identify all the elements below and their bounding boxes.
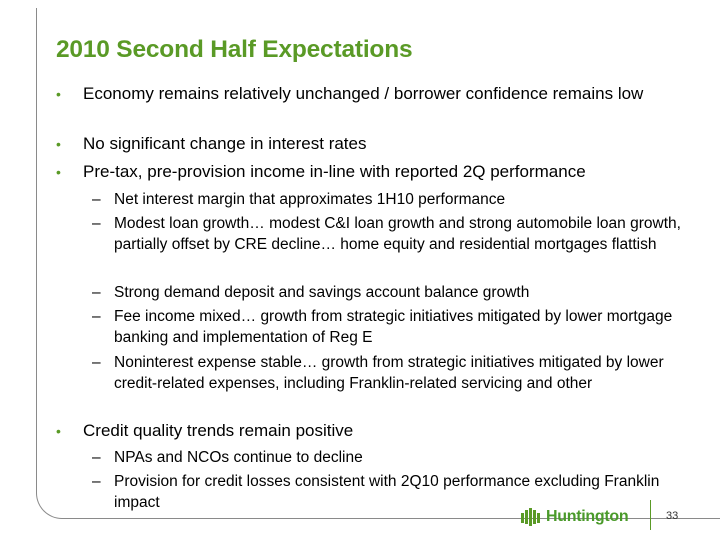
sub-bullet-text: NPAs and NCOs continue to decline [114, 449, 363, 466]
sub-bullet-text: Strong demand deposit and savings account balance growth [114, 284, 530, 301]
page-number: 33 [666, 510, 679, 522]
bullet-marker: • [56, 164, 61, 180]
sub-bullet-text: Noninterest expense stable… growth from strategic initiatives mitigated by lower credit-related expenses, including Franklin-related servicing and other [114, 354, 664, 392]
sub-bullet-item [92, 282, 696, 303]
bullet-item [56, 161, 696, 183]
bullet-marker: • [56, 86, 61, 102]
sub-bullet-item [92, 447, 696, 468]
brand-name: Huntington [546, 508, 629, 525]
sub-bullet-item [92, 352, 696, 394]
dash-marker: – [92, 215, 101, 232]
bullet-text: No significant change in interest rates [83, 134, 367, 153]
bullet-text: Credit quality trends remain positive [83, 421, 354, 440]
bullet-item [56, 420, 696, 442]
sub-bullet-item [92, 189, 696, 210]
dash-marker: – [92, 284, 101, 301]
slide-title: 2010 Second Half Expectations [56, 36, 413, 63]
sub-bullet-text: Fee income mixed… growth from strategic initiatives mitigated by lower mortgage banking and implementation of Reg E [114, 308, 673, 346]
huntington-logo [521, 506, 628, 528]
footer-divider [650, 500, 651, 530]
bullet-text: Economy remains relatively unchanged / borrower confidence remains low [83, 84, 644, 103]
huntington-logo-icon [521, 508, 543, 526]
sub-bullet-item [92, 213, 696, 255]
bullet-item [56, 133, 696, 155]
sub-bullet-text: Modest loan growth… modest C&I loan growth and strong automobile loan growth, partially offset by CRE decline… home equity and residential mortgages flattish [114, 215, 681, 253]
sub-bullet-item [92, 306, 696, 348]
bullet-item [56, 83, 696, 105]
bullet-marker: • [56, 423, 61, 439]
dash-marker: – [92, 449, 101, 466]
dash-marker: – [92, 308, 101, 325]
bullet-text: Pre-tax, pre-provision income in-line with reported 2Q performance [83, 162, 586, 181]
bullet-marker: • [56, 136, 61, 152]
sub-bullet-text: Provision for credit losses consistent with 2Q10 performance excluding Franklin impact [114, 473, 660, 511]
sub-bullet-text: Net interest margin that approximates 1H10 performance [114, 191, 506, 208]
dash-marker: – [92, 191, 101, 208]
dash-marker: – [92, 473, 101, 490]
dash-marker: – [92, 354, 101, 371]
